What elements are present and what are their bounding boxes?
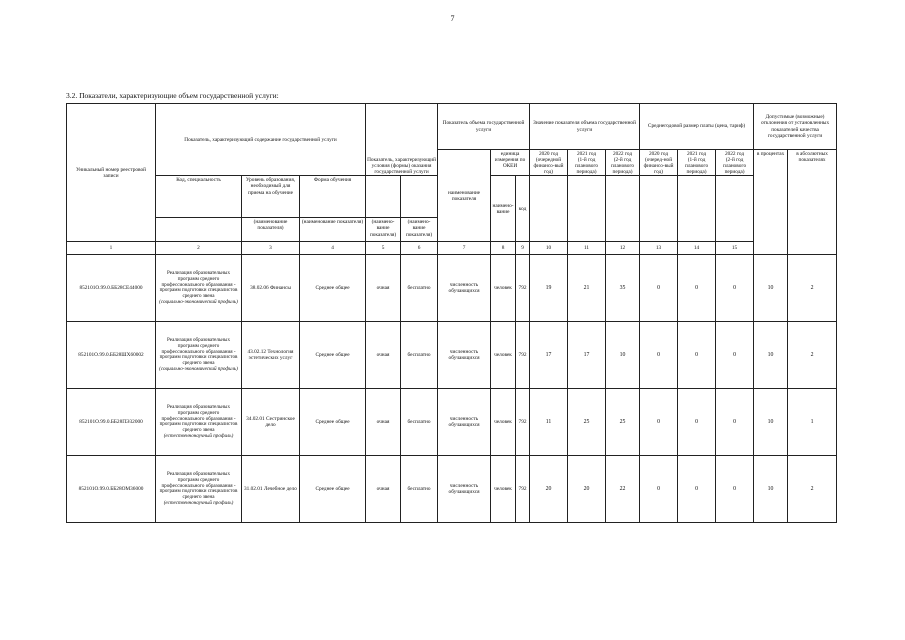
page-number: 7 bbox=[450, 14, 455, 23]
table-row bbox=[67, 322, 837, 389]
header-name-ind-1: (наименование показателя) bbox=[242, 218, 300, 242]
col-number: 15 bbox=[716, 242, 754, 255]
row-fee-2022: 0 bbox=[716, 389, 754, 456]
table-row bbox=[67, 389, 837, 456]
header-condition-empty bbox=[366, 176, 401, 218]
row-value-2021: 20 bbox=[568, 456, 606, 523]
section-title: 3.2. Показатели, характеризующие объем государственной услуги: bbox=[66, 91, 279, 100]
header-form: Форма обучения bbox=[300, 176, 366, 218]
row-spec: 34.02.01 Сестринское дело bbox=[242, 389, 300, 456]
row-fee-2021: 0 bbox=[678, 322, 716, 389]
header-empty-10 bbox=[530, 176, 568, 242]
row-code: 792 bbox=[516, 456, 530, 523]
row-id: 852101О.99.0.ББ28ОМ36000 bbox=[67, 456, 156, 523]
row-deviation-percent: 10 bbox=[754, 389, 788, 456]
header-empty-12 bbox=[606, 176, 640, 242]
header-condition-indicator: Показатель, характеризующий условия (формы) оказания государственной услуги bbox=[366, 104, 438, 176]
header-unit-code: код bbox=[516, 176, 530, 242]
row-unit: человек bbox=[491, 322, 516, 389]
col-number: 11 bbox=[568, 242, 606, 255]
header-name-ind-4: (наимено-вание показателя) bbox=[401, 218, 438, 242]
row-form: очная bbox=[366, 389, 401, 456]
header-fee-year-2022: 2022 год (2-й год планового периода) bbox=[716, 150, 754, 176]
row-description: Реализация образовательных программ среднего профессионального образования - программ подготовки специалистов среднего звена (естественнонаучный профиль) bbox=[156, 456, 242, 523]
header-year-2020: 2020 год (очередной финансо-вый год) bbox=[530, 150, 568, 176]
row-description: Реализация образовательных программ среднего профессионального образования - программ подготовки специалистов среднего звена (социально-экономический профиль) bbox=[156, 255, 242, 322]
row-fee-2022: 0 bbox=[716, 456, 754, 523]
row-level: Среднее общее bbox=[300, 255, 366, 322]
row-indicator: численность обучающихся bbox=[438, 255, 491, 322]
row-deviation-percent: 10 bbox=[754, 456, 788, 523]
header-empty-13 bbox=[640, 176, 678, 242]
header-volume-indicator: Показатель объема государственной услуги bbox=[438, 104, 530, 150]
row-fee-2020: 0 bbox=[640, 255, 678, 322]
row-deviation-absolute: 2 bbox=[788, 255, 837, 322]
row-indicator: численность обучающихся bbox=[438, 456, 491, 523]
header-spec-code: Код, специальность bbox=[156, 176, 242, 218]
header-year-2022: 2022 год (2-й год планового периода) bbox=[606, 150, 640, 176]
col-number: 12 bbox=[606, 242, 640, 255]
row-fee: бесплатно bbox=[401, 389, 438, 456]
row-spec: 43.02.12 Технология эстетических услуг bbox=[242, 322, 300, 389]
header-percent: в процентах bbox=[754, 150, 788, 255]
row-spec: 38.02.06 Финансы bbox=[242, 255, 300, 322]
row-id: 852101О.99.0.ББ28СЕ44000 bbox=[67, 255, 156, 322]
header-empty-11 bbox=[568, 176, 606, 242]
header-content-empty bbox=[401, 176, 438, 218]
row-fee-2020: 0 bbox=[640, 456, 678, 523]
header-name-indicator: наименование показателя bbox=[438, 150, 491, 242]
row-value-2020: 11 bbox=[530, 389, 568, 456]
header-avg-fee: Среднегодовой размер платы (цена, тариф) bbox=[640, 104, 754, 150]
row-value-2021: 25 bbox=[568, 389, 606, 456]
row-form: очная bbox=[366, 456, 401, 523]
col-number: 9 bbox=[516, 242, 530, 255]
row-deviation-absolute: 1 bbox=[788, 389, 837, 456]
table-row bbox=[67, 255, 837, 322]
header-content-indicator: Показатель, характеризующий содержание государственной услуги bbox=[156, 104, 366, 176]
col-number: 7 bbox=[438, 242, 491, 255]
row-value-2020: 20 bbox=[530, 456, 568, 523]
row-code: 792 bbox=[516, 389, 530, 456]
row-indicator: численность обучающихся bbox=[438, 322, 491, 389]
row-fee: бесплатно bbox=[401, 255, 438, 322]
row-fee-2022: 0 bbox=[716, 255, 754, 322]
header-absolute: в абсолютных показателях bbox=[788, 150, 837, 255]
header-year-2021: 2021 год (1-й год планового периода) bbox=[568, 150, 606, 176]
row-value-2022: 25 bbox=[606, 389, 640, 456]
row-indicator: численность обучающихся bbox=[438, 389, 491, 456]
header-name-ind-2: (наименование показателя) bbox=[300, 218, 366, 242]
col-number: 8 bbox=[491, 242, 516, 255]
header-unit-name: наимено-вание bbox=[491, 176, 516, 242]
row-description: Реализация образовательных программ среднего профессионального образования - программ подготовки специалистов среднего звена (социально-экономический профиль) bbox=[156, 322, 242, 389]
row-code: 792 bbox=[516, 322, 530, 389]
row-value-2022: 22 bbox=[606, 456, 640, 523]
col-number: 6 bbox=[401, 242, 438, 255]
col-number: 4 bbox=[300, 242, 366, 255]
header-unique-number: Уникальный номер реестровой записи bbox=[67, 104, 156, 242]
header-fee-year-2021: 2021 год (1-й год планового периода) bbox=[678, 150, 716, 176]
col-number: 13 bbox=[640, 242, 678, 255]
volume-indicators-table bbox=[66, 103, 837, 523]
row-form: очная bbox=[366, 255, 401, 322]
col-number: 3 bbox=[242, 242, 300, 255]
row-fee-2021: 0 bbox=[678, 456, 716, 523]
row-id: 852101О.99.0.ББ28ПЭ32000 bbox=[67, 389, 156, 456]
row-fee-2022: 0 bbox=[716, 322, 754, 389]
row-unit: человек bbox=[491, 255, 516, 322]
col-number: 14 bbox=[678, 242, 716, 255]
row-spec: 31.02.01 Лечебное дело bbox=[242, 456, 300, 523]
row-form: очная bbox=[366, 322, 401, 389]
row-unit: человек bbox=[491, 456, 516, 523]
row-value-2021: 17 bbox=[568, 322, 606, 389]
col-number: 5 bbox=[366, 242, 401, 255]
header-content-empty-2 bbox=[156, 218, 242, 242]
row-deviation-percent: 10 bbox=[754, 255, 788, 322]
row-value-2020: 17 bbox=[530, 322, 568, 389]
header-volume-value: Значение показателя объема государственной услуги bbox=[530, 104, 640, 150]
row-value-2021: 21 bbox=[568, 255, 606, 322]
header-empty-15 bbox=[716, 176, 754, 242]
row-fee-2020: 0 bbox=[640, 389, 678, 456]
row-level: Среднее общее bbox=[300, 456, 366, 523]
header-name-ind-3: (наимено-вание показателя) bbox=[366, 218, 401, 242]
header-fee-year-2020: 2020 год (очеред-ной финансо-вый год) bbox=[640, 150, 678, 176]
row-value-2022: 10 bbox=[606, 322, 640, 389]
table-row bbox=[67, 456, 837, 523]
header-unit: единица измерения по ОКЕИ bbox=[491, 150, 530, 176]
row-fee: бесплатно bbox=[401, 456, 438, 523]
col-number: 10 bbox=[530, 242, 568, 255]
header-level: Уровень образования, необходимый для приема на обучение bbox=[242, 176, 300, 218]
header-allowed-deviation: Допустимые (возможные) отклонения от установленных показателей качества государственной услуги bbox=[754, 104, 837, 150]
header-empty-14 bbox=[678, 176, 716, 242]
row-code: 792 bbox=[516, 255, 530, 322]
row-id: 852101О.99.0.ББ28ШХ60002 bbox=[67, 322, 156, 389]
row-deviation-absolute: 2 bbox=[788, 322, 837, 389]
row-description: Реализация образовательных программ среднего профессионального образования - программ подготовки специалистов среднего звена (естественнонаучный профиль) bbox=[156, 389, 242, 456]
row-unit: человек bbox=[491, 389, 516, 456]
row-value-2020: 19 bbox=[530, 255, 568, 322]
col-number: 1 bbox=[67, 242, 156, 255]
row-deviation-percent: 10 bbox=[754, 322, 788, 389]
row-level: Среднее общее bbox=[300, 389, 366, 456]
row-fee-2020: 0 bbox=[640, 322, 678, 389]
row-deviation-absolute: 2 bbox=[788, 456, 837, 523]
row-value-2022: 35 bbox=[606, 255, 640, 322]
row-fee-2021: 0 bbox=[678, 255, 716, 322]
row-fee: бесплатно bbox=[401, 322, 438, 389]
row-fee-2021: 0 bbox=[678, 389, 716, 456]
row-level: Среднее общее bbox=[300, 322, 366, 389]
col-number: 2 bbox=[156, 242, 242, 255]
